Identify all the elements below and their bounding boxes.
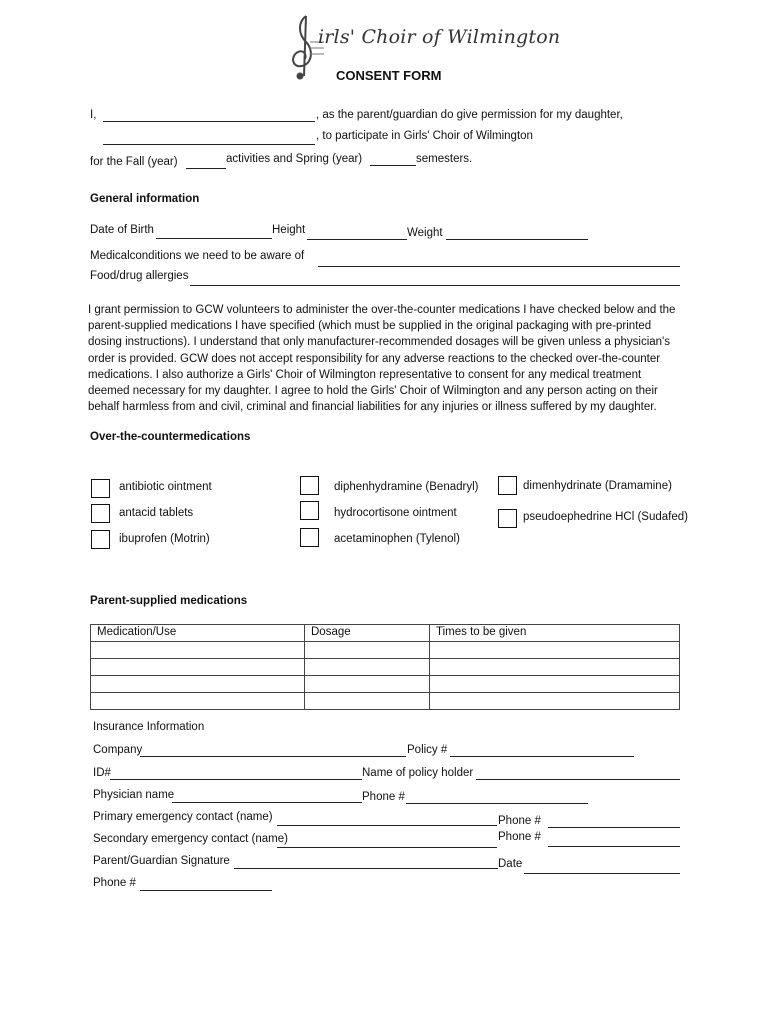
primary-phone-field[interactable] [548,827,680,828]
physician-label: Physician name [93,789,175,801]
secondary-contact-label: Secondary emergency contact (name) [93,833,288,845]
allergies-label: Food/drug allergies [90,270,189,282]
guardian-phone-label: Phone # [93,877,136,889]
parent-supplied-heading: Parent-supplied medications [90,595,248,607]
weight-label: Weight [407,227,443,239]
allergies-field[interactable] [190,285,680,286]
table-row [91,659,680,676]
guardian-phone-field[interactable] [140,890,272,891]
times-cell[interactable] [430,693,680,710]
consent-paragraph: I grant permission to GCW volunteers to administer the over-the-counter medications I have checked below and the parent-supplied medications I have specified (which must be supplied in the original packaging with pre-printed dosing instructions). I understand that only manufacturer-recommended dosages will be given unless a physician's order is provided. GCW does not accept responsibility for any adverse reactions to the checked over-the-counter medications. I also authorize a Girls' Choir of Wilmington representative to consent for any medical treatment deemed necessary for my daughter. I agree to hold the Girls' Choir of Wilmington and any person acting on their behalf harmless from and civil, criminal and financial liabilities for any injuries or illness suffered by my daughter. [88,304,676,414]
medication-use-header: Medication/Use [91,625,305,642]
fall-year-label: for the Fall (year) [90,156,178,168]
times-cell[interactable] [430,659,680,676]
dob-label: Date of Birth [90,224,154,236]
pseudoephedrine-label: pseudoephedrine HCl (Sudafed) [523,511,688,523]
dosage-cell[interactable] [305,693,430,710]
secondary-contact-field[interactable] [277,847,497,848]
physician-field[interactable] [172,802,362,803]
table-row [91,642,680,659]
logo-text: irls' Choir of Wilmington [318,26,561,48]
antacid-tablets-checkbox[interactable] [91,504,110,523]
dosage-cell[interactable] [305,676,430,693]
fall-year-field[interactable] [186,168,226,169]
primary-phone-label: Phone # [498,815,541,827]
company-field[interactable] [140,756,406,757]
signature-field[interactable] [234,868,498,869]
medication-cell[interactable] [91,642,305,659]
parent-supplied-table [90,624,680,710]
policy-label: Policy # [407,744,448,756]
policy-holder-label: Name of policy holder [362,767,474,779]
dosage-cell[interactable] [305,659,430,676]
dimenhydrinate-label: dimenhydrinate (Dramamine) [523,480,672,492]
times-cell[interactable] [430,676,680,693]
table-row [91,676,680,693]
antacid-tablets-label: antacid tablets [119,507,194,519]
ibuprofen-label: ibuprofen (Motrin) [119,533,210,545]
medical-conditions-field[interactable] [318,266,680,267]
medication-cell[interactable] [91,659,305,676]
physician-phone-field[interactable] [406,803,588,804]
general-info-heading: General information [90,193,200,205]
hydrocortisone-checkbox[interactable] [300,501,319,520]
spring-year-label: activities and Spring (year) [226,153,363,165]
primary-contact-label: Primary emergency contact (name) [93,811,273,823]
acetaminophen-checkbox[interactable] [300,528,319,547]
participate-text: , to participate in Girls' Choir of Wilmington [316,130,533,142]
daughter-name-field[interactable] [103,144,315,145]
date-label: Date [498,858,523,870]
height-label: Height [272,224,306,236]
physician-phone-label: Phone # [362,791,405,803]
parent-name-field[interactable] [103,121,315,122]
dosage-header: Dosage [305,625,430,642]
secondary-phone-label: Phone # [498,831,541,843]
diphenhydramine-label: diphenhydramine (Benadryl) [334,481,479,493]
i-label: I, [90,109,97,121]
spring-year-field[interactable] [370,165,416,166]
medication-cell[interactable] [91,676,305,693]
date-field[interactable] [524,873,680,874]
table-header-row [91,625,680,642]
dimenhydrinate-checkbox[interactable] [498,476,517,495]
antibiotic-ointment-checkbox[interactable] [91,479,110,498]
policy-holder-field[interactable] [476,779,680,780]
acetaminophen-label: acetaminophen (Tylenol) [334,533,460,545]
table-row [91,693,680,710]
pseudoephedrine-checkbox[interactable] [498,509,517,528]
insurance-heading: Insurance Information [93,721,205,733]
id-field[interactable] [110,779,362,780]
secondary-phone-field[interactable] [548,846,680,847]
id-label: ID# [93,767,111,779]
times-cell[interactable] [430,642,680,659]
ibuprofen-checkbox[interactable] [91,530,110,549]
diphenhydramine-checkbox[interactable] [300,476,319,495]
dosage-cell[interactable] [305,642,430,659]
signature-label: Parent/Guardian Signature [93,855,230,867]
otc-heading: Over-the-countermedications [90,431,251,443]
weight-field[interactable] [446,239,588,240]
medication-cell[interactable] [91,693,305,710]
hydrocortisone-label: hydrocortisone ointment [334,507,457,519]
company-label: Company [93,744,143,756]
dob-field[interactable] [156,238,272,239]
primary-contact-field[interactable] [277,825,497,826]
semesters-label: semesters. [416,153,473,165]
antibiotic-ointment-label: antibiotic ointment [119,481,212,493]
times-header: Times to be given [430,625,680,642]
height-field[interactable] [307,239,407,240]
medical-conditions-label: Medicalconditions we need to be aware of [90,250,305,262]
permission-text: , as the parent/guardian do give permission for my daughter, [316,109,623,121]
page-title: CONSENT FORM [336,68,442,83]
policy-field[interactable] [450,756,634,757]
